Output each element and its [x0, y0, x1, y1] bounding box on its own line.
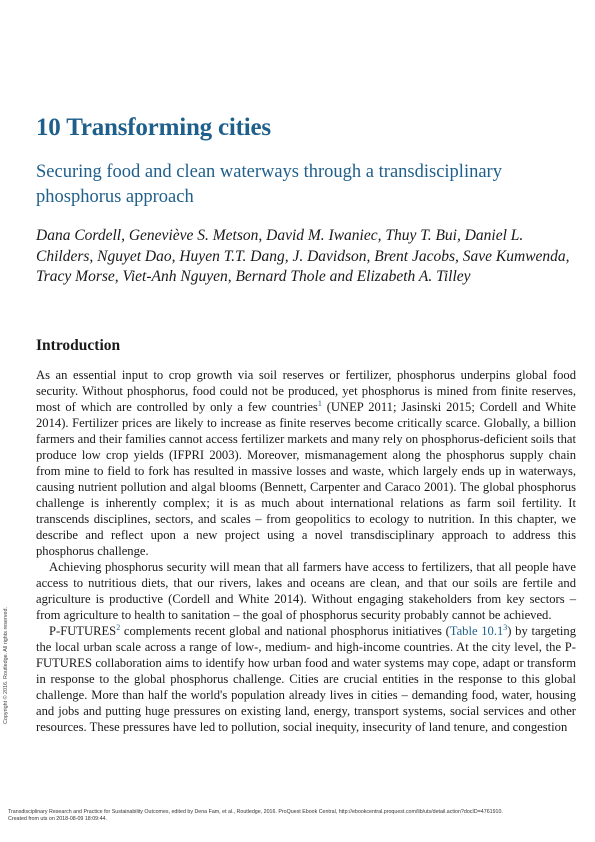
section-heading: Introduction: [36, 337, 121, 354]
paragraph-text: complements recent global and national phosphorus initiatives (: [120, 624, 450, 638]
chapter-title: 10 Transforming cities: [36, 114, 271, 141]
body-text: [36, 367, 576, 735]
footer-created: Created from uts on 2018-08-09 18:09:44.: [8, 816, 107, 822]
table-link-label: Table 10.1: [449, 624, 504, 638]
paragraph-2: Achieving phosphorus security will mean that all farmers have access to fertilizers, that all people have access to nutritious diets, that our rivers, lakes and oceans are clean, and that our soils are fertile and agriculture is productive (Cordell and White 2014). Without engaging stakeholders from key sectors – from agriculture to health to sanitation – the goal of phosphorus security probably cannot be achieved.: [36, 560, 576, 622]
paragraph-text: P-FUTURES: [49, 624, 117, 638]
copyright-notice: Copyright © 2016. Routledge. All rights reserved.: [3, 607, 9, 724]
table-link[interactable]: [450, 624, 508, 638]
paragraph-text: As an essential input to crop growth via soil reserves or fertilizer, phosphorus underpins global food security. Without phosphorus, food could not be produced, yet phosphorus is mined from finite reserves, most of which are controlled by only a few countries: [36, 368, 576, 414]
footer-citation: Transdisciplinary Research and Practice for Sustainability Outcomes, edited by Dena Fam, et al., Routledge, 2016. ProQuest Ebook Central, http://ebookcentral.proquest.com/lib/uts/detail.action?docID=4761910.: [8, 809, 503, 815]
paragraph-text: ) by targeting the local urban scale across a range of low-, medium- and high-income countries. At the city level, the P-FUTURES collaboration aims to identify how urban food and water systems may cope, adapt or transform in response to the global phosphorus challenge. Cities are crucial entities in the response to this global challenge. More than half the world's population already lives in cities – demanding food, water, housing and jobs and putting huge pressures on existing land, energy, transport systems, social services and other resources. These pressures have led to pollution, social inequity, insecurity of land tenure, and congestion: [36, 624, 576, 734]
page-footer: [8, 809, 588, 823]
paragraph-text: (UNEP 2011; Jasinski 2015; Cordell and White 2014). Fertilizer prices are likely to increase as finite reserves become critically scarce. Globally, a billion farmers and their families cannot access fertilizer markets and many rely on phosphorus-deficient soils that produce low crop yields (IFPRI 2003). Moreover, mismanagement along the phosphorus supply chain from mine to field to fork has resulted in massive losses and waste, which largely ends up in waterways, causing nutrient pollution and algal blooms (Bennett, Carpenter and Caraco 2001). The global phosphorus challenge is inherently complex; it is as much about international relations as farm soil fertility. It transcends disciplines, sectors, and scales – from geopolitics to ecology to nutrition. In this chapter, we describe and reflect upon a new project using a novel transdisciplinary approach to address this phosphorus challenge.: [36, 400, 576, 558]
paragraph-3: [36, 623, 576, 735]
footnote-marker[interactable]: 2: [116, 622, 121, 632]
footnote-marker[interactable]: 3: [503, 622, 508, 632]
footnote-marker[interactable]: 1: [317, 398, 322, 408]
chapter-subtitle: Securing food and clean waterways through a transdisciplinary phosphorus approach: [36, 162, 502, 207]
paragraph-1: [36, 367, 576, 559]
chapter-authors: Dana Cordell, Geneviève S. Metson, David M. Iwaniec, Thuy T. Bui, Daniel L. Childers, Nguyet Dao, Huyen T.T. Dang, J. Davidson, Brent Jacobs, Save Kumwenda, Tracy Morse, Viet-Anh Nguyen, Bernard Thole and Elizabeth A. Tilley: [36, 227, 570, 285]
